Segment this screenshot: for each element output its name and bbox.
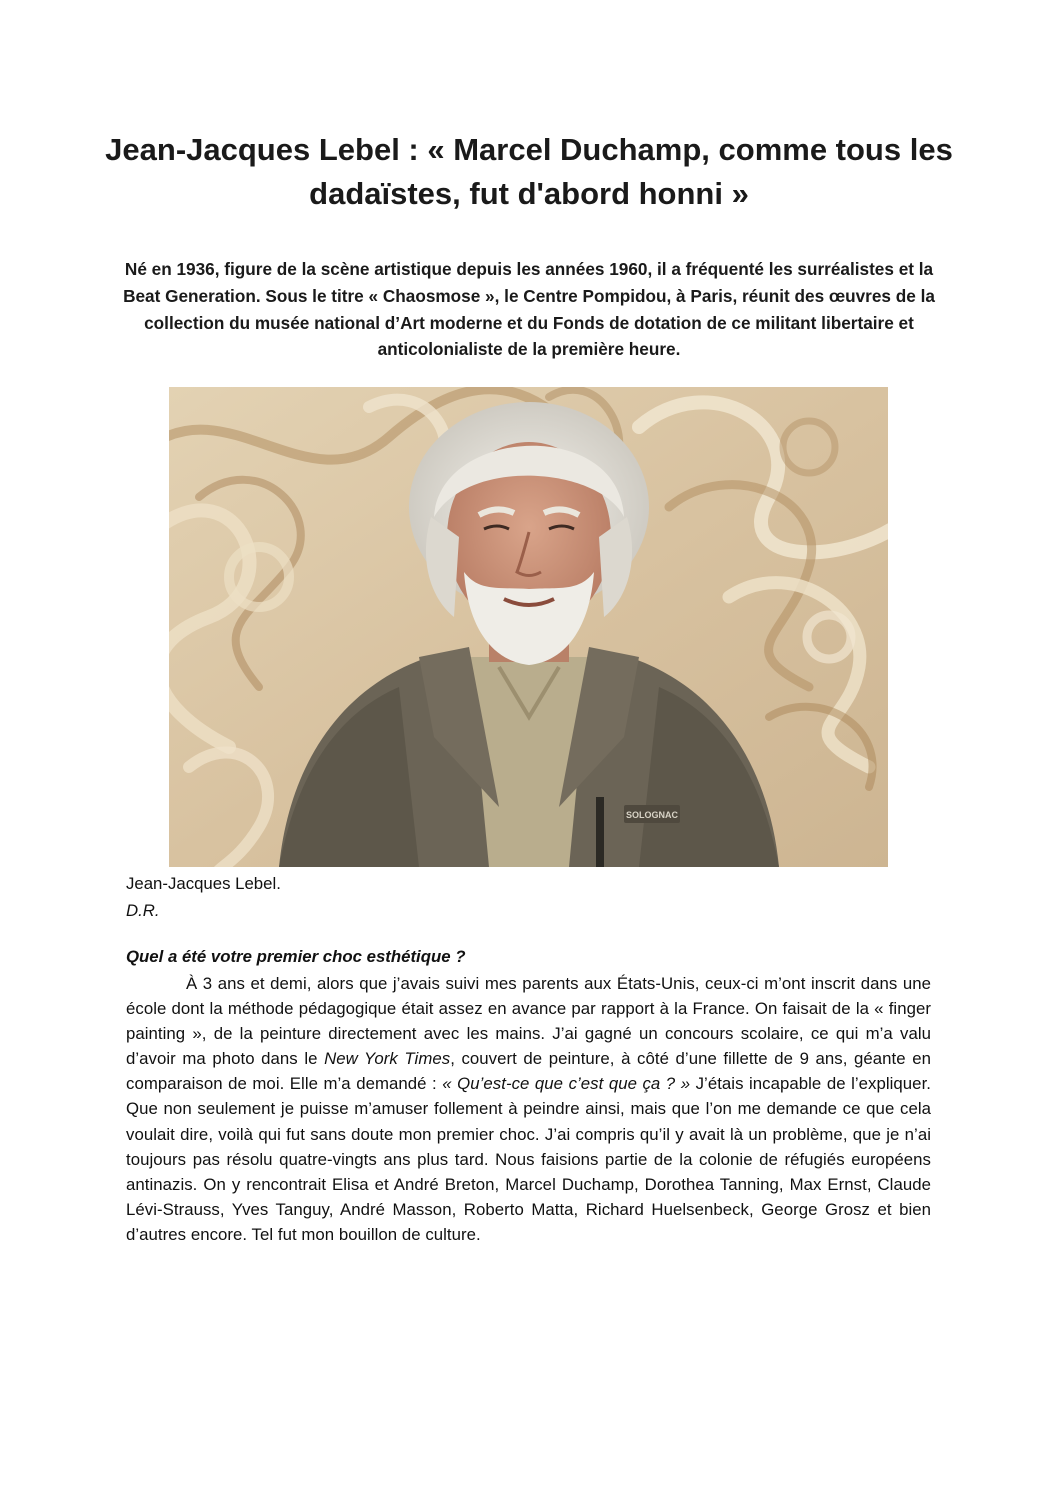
photo-credit: D.R. — [126, 901, 160, 920]
jacket-logo-text: SOLOGNAC — [625, 810, 679, 820]
photo-caption — [126, 870, 281, 924]
newspaper-name: New York Times — [324, 1049, 451, 1069]
portrait-photo — [169, 387, 888, 867]
answer-text-part3: J’étais incapable de l’expliquer. Que non seulement je puisse m’amuser follement à peindre ainsi, mais que l’on me demande ce que cela voulait dire, voilà qui fut sans doute mon premier choc. J’ai compris qu’il y avait là un problème, que je n’ai toujours pas résolu quatre-vingts ans plus tard. Nous faisions partie de la colonie de réfugiés européens antinazis. On y rencontrait Elisa et André Breton, Marcel Duchamp, Dorothea Tanning, Max Ernst, Claude Lévi-Strauss, Yves Tanguy, André Masson, Roberto Matta, Richard Huelsenbeck, George Grosz et bien d’autres encore. Tel fut mon bouillon de culture. — [126, 1074, 931, 1244]
article-title: Jean-Jacques Lebel : « Marcel Duchamp, comme tous les dadaïstes, fut d'abord honni » — [105, 132, 953, 211]
interview-question: Quel a été votre premier choc esthétique ? — [126, 947, 466, 966]
answer-text-part1: À 3 ans et demi, alors que j’avais suivi mes parents aux États-Unis, ceux-ci m’ont inscrit dans une école dont la méthode pédagogique était assez en avance par rapport à la France. On faisait de la « finger painting », de la peinture directement avec les mains. J’ai gagné un concours scolaire, ce qui m’a valu d’avoir ma photo dans le — [126, 974, 931, 1069]
article-lede: Né en 1936, figure de la scène artistique depuis les années 1960, il a fréquenté les surréalistes et la Beat Generation. Sous le titre « Chaosmose », le Centre Pompidou, à Paris, réunit des œuvres de la collection du musée national d’Art moderne et du Fonds de dotation de ce militant libertaire et anticolonialiste de la première heure. — [123, 259, 935, 360]
caption-text: Jean-Jacques Lebel. — [126, 874, 281, 893]
interview-answer — [126, 971, 931, 1247]
quoted-question: « Qu’est-ce que c’est que ça ? » — [442, 1074, 691, 1094]
answer-text-part2: , couvert de peinture, à côté d’une fillette de 9 ans, géante en comparaison de moi. Elle m’a demandé : — [126, 1049, 931, 1094]
